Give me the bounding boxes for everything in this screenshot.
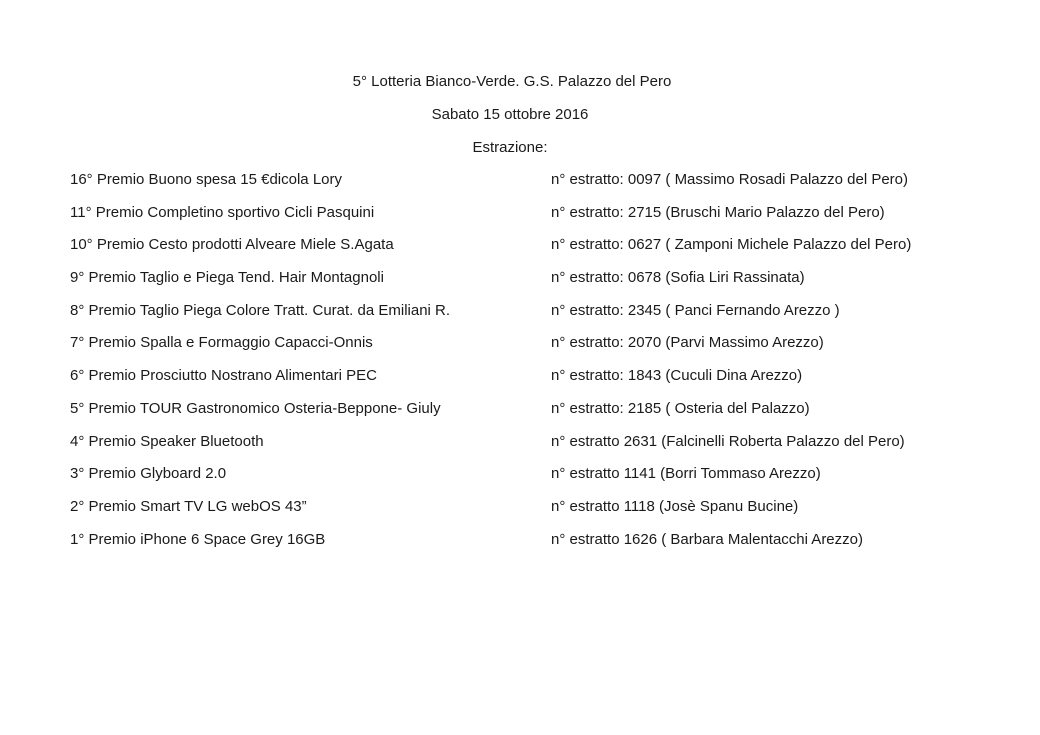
prize-name: 4° Premio Speaker Bluetooth bbox=[70, 432, 264, 450]
prize-name: 9° Premio Taglio e Piega Tend. Hair Montagnoli bbox=[70, 269, 384, 287]
drawn-number: n° estratto: 0678 (Sofia Liri Rassinata) bbox=[551, 269, 805, 287]
prize-row bbox=[0, 497, 1040, 530]
prize-name: 11° Premio Completino sportivo Cicli Pasquini bbox=[70, 203, 375, 221]
prize-name: 5° Premio TOUR Gastronomico Osteria-Beppone- Giuly bbox=[70, 399, 441, 417]
drawn-number: n° estratto: 2715 (Bruschi Mario Palazzo del Pero) bbox=[551, 203, 885, 221]
prize-name: 6° Premio Prosciutto Nostrano Alimentari PEC bbox=[70, 367, 377, 385]
prize-name: 3° Premio Glyboard 2.0 bbox=[70, 465, 227, 483]
prize-row bbox=[0, 399, 1040, 432]
prize-list bbox=[0, 170, 1040, 562]
drawn-number: n° estratto: 2345 ( Panci Fernando Arezzo ) bbox=[551, 301, 840, 319]
prize-row bbox=[0, 530, 1040, 563]
prize-name: 8° Premio Taglio Piega Colore Tratt. Curat. da Emiliani R. bbox=[70, 301, 451, 319]
drawn-number: n° estratto: 2070 (Parvi Massimo Arezzo) bbox=[551, 334, 824, 352]
prize-name: 16° Premio Buono spesa 15 €dicola Lory bbox=[70, 171, 342, 188]
event-date: Sabato 15 ottobre 2016 bbox=[431, 106, 589, 123]
prize-row bbox=[0, 333, 1040, 366]
prize-row bbox=[0, 235, 1040, 268]
prize-row bbox=[0, 432, 1040, 465]
prize-row bbox=[0, 268, 1040, 301]
drawn-number: n° estratto: 2185 ( Osteria del Palazzo) bbox=[551, 399, 810, 417]
drawn-number: n° estratto 1626 ( Barbara Malentacchi Arezzo) bbox=[551, 530, 863, 548]
prize-name: 10° Premio Cesto prodotti Alveare Miele S.Agata bbox=[70, 236, 394, 254]
drawn-number: n° estratto: 0627 ( Zamponi Michele Palazzo del Pero) bbox=[551, 236, 912, 254]
extraction-heading: Estrazione: bbox=[472, 139, 548, 156]
prize-name: 1° Premio iPhone 6 Space Grey 16GB bbox=[70, 530, 326, 548]
prize-name: 7° Premio Spalla e Formaggio Capacci-Onnis bbox=[70, 334, 373, 352]
prize-name: 2° Premio Smart TV LG webOS 43” bbox=[70, 497, 307, 515]
prize-row bbox=[0, 170, 1040, 203]
lottery-title: 5° Lotteria Bianco-Verde. G.S. Palazzo del Pero bbox=[352, 73, 672, 90]
prize-row bbox=[0, 464, 1040, 497]
drawn-number: n° estratto 2631 (Falcinelli Roberta Palazzo del Pero) bbox=[551, 432, 905, 450]
prize-row bbox=[0, 366, 1040, 399]
prize-row bbox=[0, 301, 1040, 334]
drawn-number: n° estratto: 1843 (Cuculi Dina Arezzo) bbox=[551, 367, 803, 385]
prize-row bbox=[0, 203, 1040, 236]
drawn-number: n° estratto: 0097 ( Massimo Rosadi Palazzo del Pero) bbox=[551, 171, 908, 188]
drawn-number: n° estratto 1141 (Borri Tommaso Arezzo) bbox=[551, 465, 821, 483]
drawn-number: n° estratto 1118 (Josè Spanu Bucine) bbox=[551, 497, 799, 515]
